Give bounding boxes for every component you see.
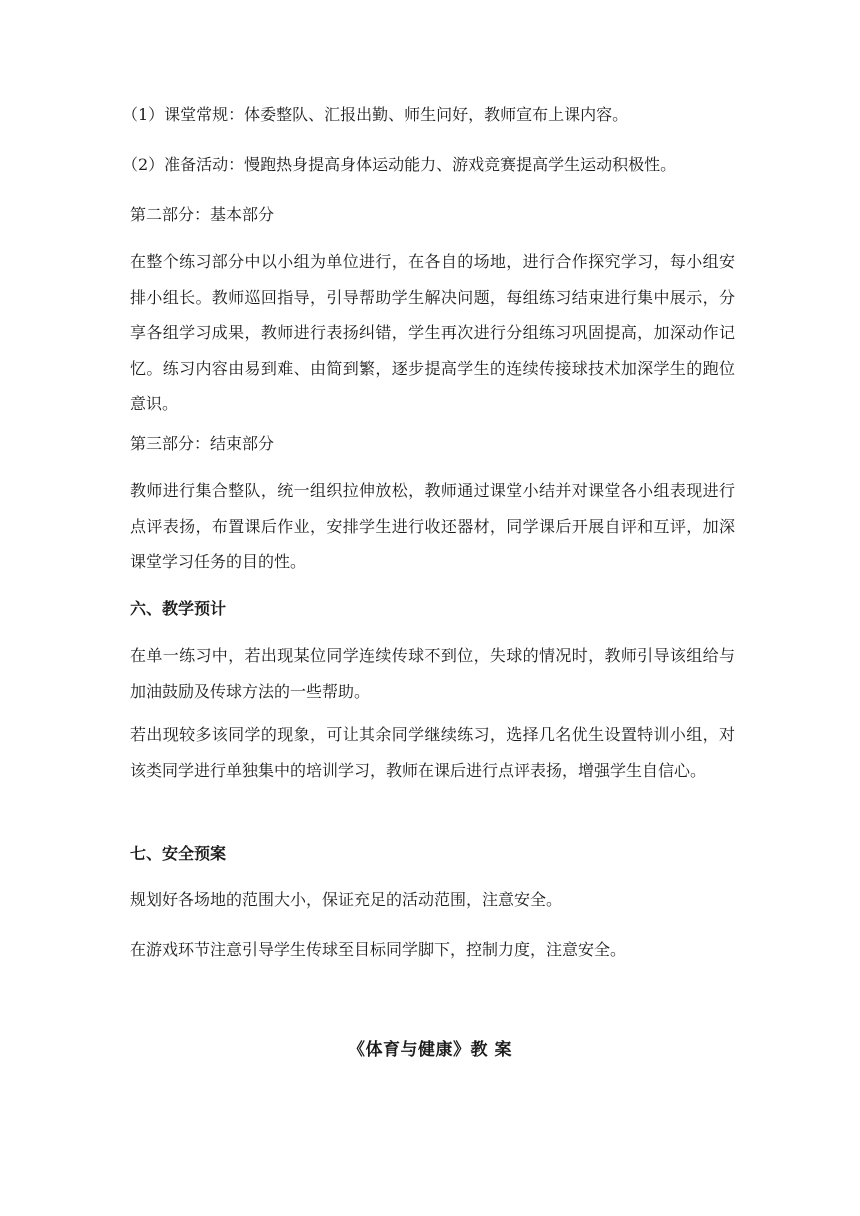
- section-seven-heading: 七、安全预案: [130, 844, 227, 863]
- paragraph-classroom-routine: （1）课堂常规：体委整队、汇报出勤、师生问好，教师宣布上课内容。: [122, 105, 629, 124]
- section-six-heading: 六、教学预计: [130, 599, 227, 618]
- part-three-label: 第三部分：结束部分: [130, 434, 275, 453]
- paragraph-ending-part: 教师进行集合整队，统一组织拉伸放松，教师通过课堂小结并对课堂各小组表现进行点评表扬，布置课后作业，安排学生进行收还器材，同学课后开展自评和互评，加深课堂学习任务的目的性。: [130, 481, 735, 571]
- paragraph-safety-2: 在游戏环节注意引导学生传球至目标同学脚下，控制力度，注意安全。: [130, 940, 627, 959]
- part-two-label: 第二部分：基本部分: [130, 205, 275, 224]
- paragraph-basic-part: 在整个练习部分中以小组为单位进行，在各自的场地，进行合作探究学习，每小组安排小组长。教师巡回指导，引导帮助学生解决问题，每组练习结束进行集中展示，分享各组学习成果，教师进行表扬纠错，学生再次进行分组练习巩固提高，加深动作记忆。练习内容由易到难、由简到繁，逐步提高学生的连续传接球技术加深学生的跑位意识。: [130, 252, 735, 413]
- lesson-plan-title: 《体育与健康》教 案: [348, 1040, 512, 1060]
- paragraph-teaching-forecast-1: 在单一练习中，若出现某位同学连续传球不到位，失球的情况时，教师引导该组给与加油鼓励及传球方法的一些帮助。: [130, 646, 735, 701]
- paragraph-warmup-activity: （2）准备活动：慢跑热身提高身体运动能力、游戏竞赛提高学生运动积极性。: [122, 155, 677, 174]
- paragraph-teaching-forecast-2: 若出现较多该同学的现象，可让其余同学继续练习，选择几名优生设置特训小组，对该类同学进行单独集中的培训学习，教师在课后进行点评表扬，增强学生自信心。: [130, 725, 735, 780]
- paragraph-safety-1: 规划好各场地的范围大小，保证充足的活动范围，注意安全。: [130, 890, 563, 909]
